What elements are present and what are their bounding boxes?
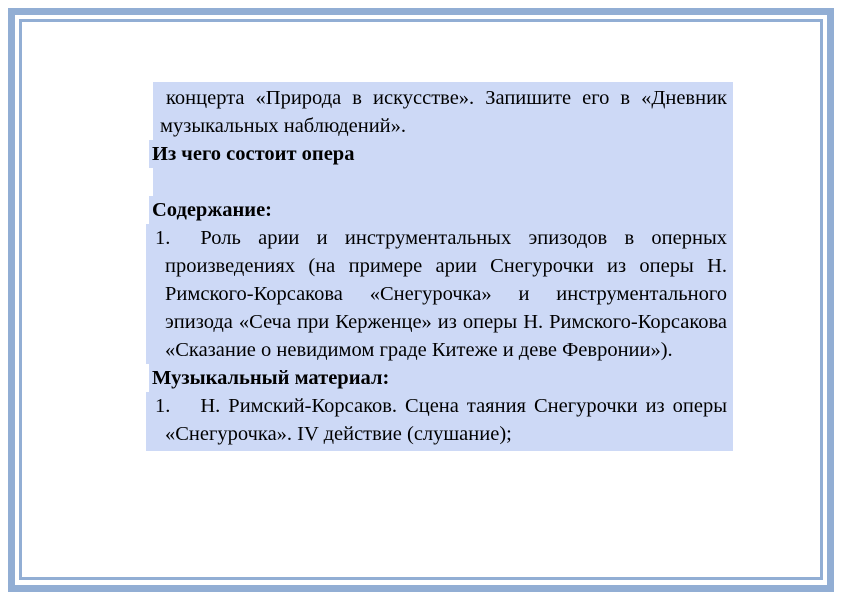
paragraph-numbered-4	[146, 224, 733, 364]
text-block	[146, 82, 733, 451]
paragraph-body-0: концерта «Природа в искусстве». Запишите его в «Дневник музыкальных наблюдений».	[153, 82, 733, 140]
list-item-text: Н. Римский-Корсаков. Сцена таяния Снегурочки из оперы «Снегурочка». IV действие (слушание);	[165, 395, 727, 445]
list-item-text: Роль арии и инструментальных эпизодов в оперных произведениях (на примере арии Снегурочки из оперы Н. Римского-Корсакова «Снегурочка» и инструментального эпизода «Сеча при Керженце» из оперы Н. Римского-Корсакова «Сказание о невидимом граде Китеже и деве Февронии»).	[165, 227, 727, 361]
paragraph-heading-1: Из чего состоит опера	[149, 140, 733, 168]
paragraph-empty-2	[153, 168, 733, 196]
paragraph-numbered-6	[146, 392, 733, 451]
paragraph-heading-3: Содержание:	[149, 196, 733, 224]
paragraph-heading-5: Музыкальный материал:	[149, 364, 733, 392]
list-number: 1.	[155, 227, 171, 249]
list-number: 1.	[155, 395, 171, 417]
